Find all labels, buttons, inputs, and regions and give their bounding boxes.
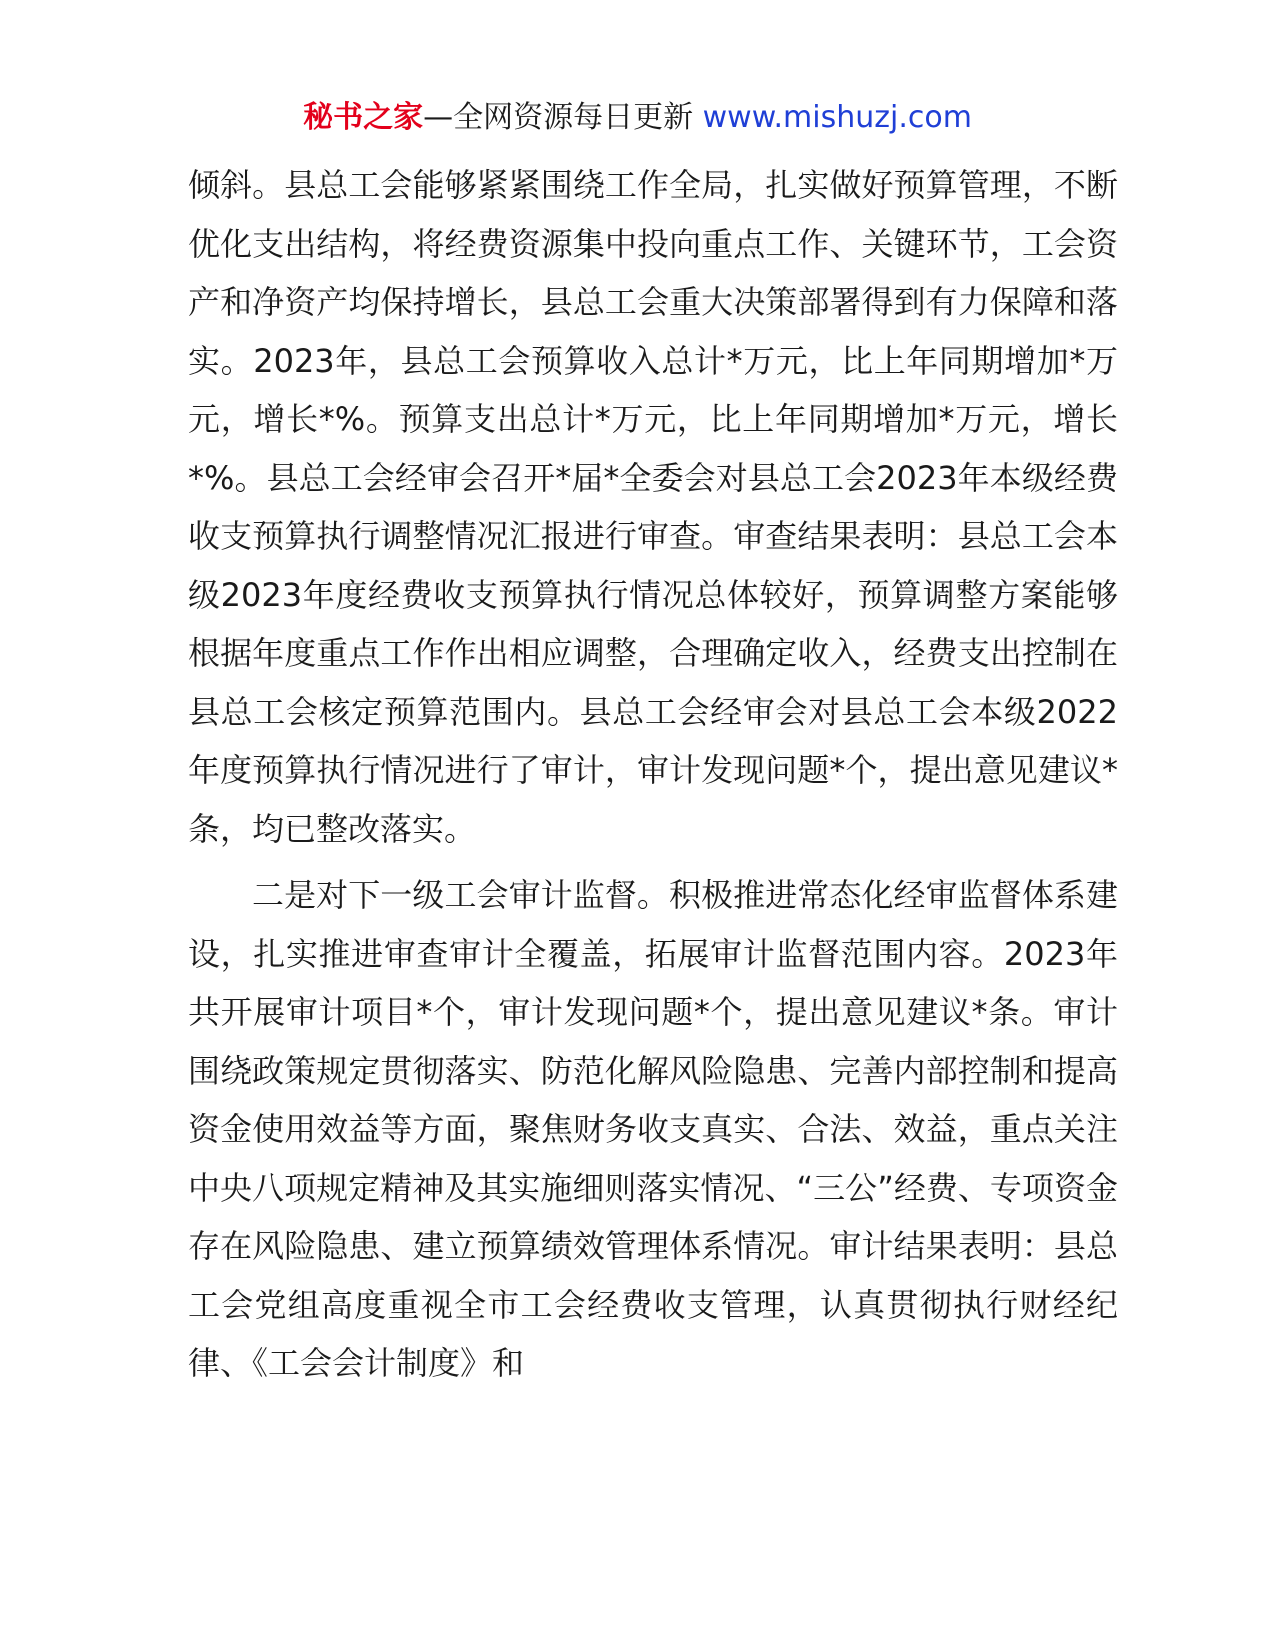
paragraph-audit-supervision: 二是对下一级工会审计监督。积极推进常态化经审监督体系建设，扎实推进审查审计全覆盖，拓展审计监督范围内容。2023年共开展审计项目*个，审计发现问题*个，提出意见建议*条。审计围绕政策规定贯彻落实、防范化解风险隐患、完善内部控制和提高资金使用效益等方面，聚焦财务收支真实、合法、效益，重点关注中央八项规定精神及其实施细则落实情况、“三公”经费、专项资金存在风险隐患、建立预算绩效管理体系情况。审计结果表明：县总工会党组高度重视全市工会经费收支管理，认真贯彻执行财经纪律、《工会会计制度》和	[188, 876, 1118, 1382]
document-body	[188, 156, 1118, 1393]
brand-name: 秘书之家	[303, 100, 424, 135]
paragraph-continued: 倾斜。县总工会能够紧紧围绕工作全局，扎实做好预算管理，不断优化支出结构，将经费资源集中投向重点工作、关键环节，工会资产和净资产均保持增长，县总工会重大决策部署得到有力保障和落实。2023年，县总工会预算收入总计*万元，比上年同期增加*万元，增长*%。预算支出总计*万元，比上年同期增加*万元，增长*%。县总工会经审会召开*届*全委会对县总工会2023年本级经费收支预算执行调整情况汇报进行审查。审查结果表明：县总工会本级2023年度经费收支预算执行情况总体较好，预算调整方案能够根据年度重点工作作出相应调整，合理确定收入，经费支出控制在县总工会核定预算范围内。县总工会经审会对县总工会本级2022年度预算执行情况进行了审计，审计发现问题*个，提出意见建议*条，均已整改落实。	[188, 166, 1118, 848]
page-header	[0, 98, 1275, 138]
header-tagline: —全网资源每日更新	[423, 100, 694, 135]
site-url-link[interactable]: www.mishuzj.com	[702, 100, 972, 135]
